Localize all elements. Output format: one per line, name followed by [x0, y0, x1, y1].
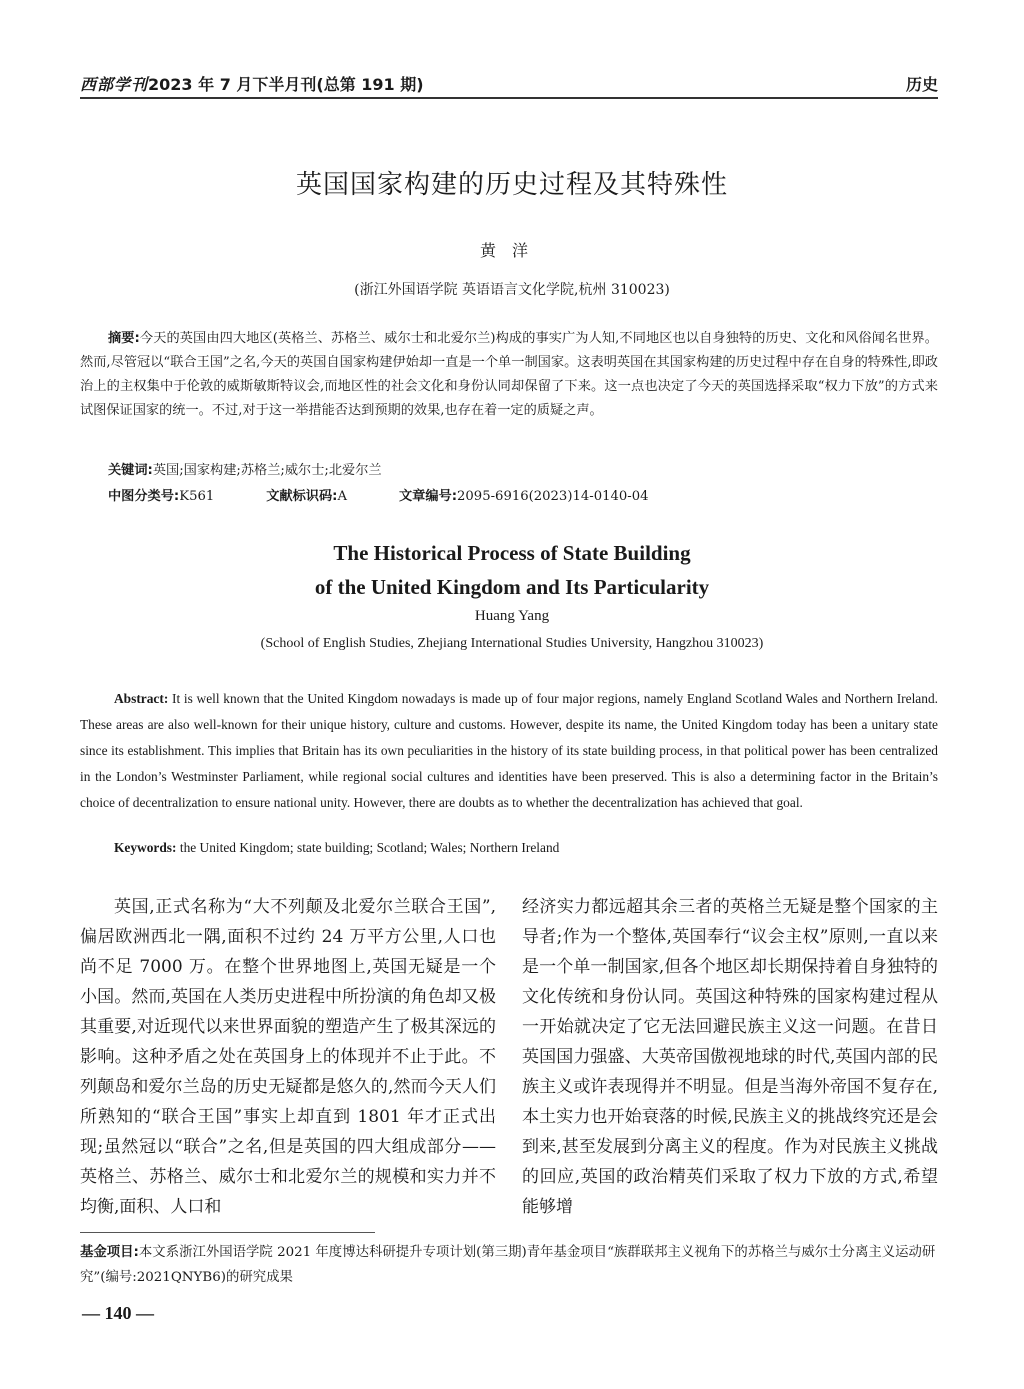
keywords-en: [114, 840, 559, 856]
paper-title-en-line2: of the United Kingdom and Its Particularity: [314, 575, 710, 599]
funding-note: [80, 1240, 942, 1290]
abstract-zh: [80, 327, 938, 423]
paper-title-zh: 英国国家构建的历史过程及其特殊性: [295, 170, 728, 200]
affiliation-en: (School of English Studies, Zhejiang International Studies University, Hangzhou 310023): [260, 636, 764, 651]
abstract-en-text: It is well known that the United Kingdom nowadays is made up of four major regions, namely England Scotland Wales and Northern Ireland. These areas are also well-known for their unique history, culture and customs. However, despite its name, the United Kingdom today has been a unitary state since its establishment. This implies that Britain has its own peculiarities in the history of its state building process, in that political power has been centralized in the London’s Westminster Parliament, while regional social cultures and identities have been preserved. This is also a determining factor in the Britain’s choice of decentralization to ensure national unity. However, there are doubts as to whether the decentralization has achieved that goal.: [80, 691, 938, 810]
author-en: Huang Yang: [474, 608, 550, 624]
author-zh: 黄洋: [479, 241, 544, 260]
clc-label: 中图分类号:: [108, 489, 180, 504]
article-number-value: 2095-6916(2023)14-0140-04: [457, 489, 649, 504]
affiliation-zh: (浙江外国语学院 英语语言文化学院,杭州 310023): [354, 282, 670, 298]
abstract-zh-label: 摘要:: [108, 331, 140, 346]
issue-info: 2023 年 7 月下半月刊(总第 191 期): [148, 75, 424, 94]
keywords-en-label: Keywords:: [114, 840, 177, 855]
body-column-left: 英国,正式名称为“大不列颠及北爱尔兰联合王国”,偏居欧洲西北一隅,面积不过约 24 万平方公里,人口也尚不足 7000 万。在整个世界地图上,英国无疑是一个小国。然而,英国在人类历史进程中所扮演的角色却又极其重要,对近现代以来世界面貌的塑造产生了极其深远的影响。这种矛盾之处在英国身上的体现并不止于此。不列颠岛和爱尔兰岛的历史无疑都是悠久的,然而今天人们所熟知的“联合王国”事实上却直到 1801 年才正式出现;虽然冠以“联合”之名,但是英国的四大组成部分——英格兰、苏格兰、威尔士和北爱尔兰的规模和实力并不均衡,面积、人口和: [80, 897, 496, 1217]
clc-value: K561: [179, 489, 215, 504]
doc-code-label: 文献标识码:: [266, 489, 338, 504]
running-header: [80, 72, 424, 95]
doc-code-value: A: [337, 489, 347, 504]
page-number: — 140 —: [82, 1303, 154, 1323]
funding-text: 本文系浙江外国语学院 2021 年度博达科研提升专项计划(第三期)青年基金项目“族群联邦主义视角下的苏格兰与威尔士分离主义运动研究”(编号:2021QNYB6)的研究成果: [80, 1245, 936, 1285]
section-name: 历史: [905, 75, 938, 94]
keywords-zh: [108, 459, 382, 478]
abstract-en-label: Abstract:: [114, 691, 169, 706]
footnote-rule: [80, 1232, 375, 1233]
classification-line: [108, 485, 649, 504]
keywords-zh-label: 关键词:: [108, 463, 153, 478]
abstract-zh-text: 今天的英国由四大地区(英格兰、苏格兰、威尔士和北爱尔兰)构成的事实广为人知,不同地区也以自身独特的历史、文化和风俗闻名世界。然而,尽管冠以“联合王国”之名,今天的英国自国家构建伊始却一直是一个单一制国家。这表明英国在其国家构建的历史过程中存在自身的特殊性,即政治上的主权集中于伦敦的威斯敏斯特议会,而地区性的社会文化和身份认同却保留了下来。这一点也决定了今天的英国选择采取“权力下放”的方式来试图保证国家的统一。不过,对于这一举措能否达到预期的效果,也存在着一定的质疑之声。: [80, 331, 938, 418]
journal-name: 西部学刊: [80, 75, 149, 94]
keywords-zh-text: 英国;国家构建;苏格兰;威尔士;北爱尔兰: [152, 463, 382, 478]
paper-title-en-line1: The Historical Process of State Building: [333, 541, 691, 565]
paper-title-en: [0, 536, 1024, 604]
article-number-label: 文章编号:: [399, 489, 458, 504]
body-column-right: 经济实力都远超其余三者的英格兰无疑是整个国家的主导者;作为一个整体,英国奉行“议会主权”原则,一直以来是一个单一制国家,但各个地区却长期保持着自身独特的文化传统和身份认同。英国这种特殊的国家构建过程从一开始就决定了它无法回避民族主义这一问题。在昔日英国国力强盛、大英帝国傲视地球的时代,英国内部的民族主义或许表现得并不明显。但是当海外帝国不复存在,本土实力也开始衰落的时候,民族主义的挑战终究还是会到来,甚至发展到分离主义的程度。作为对民族主义挑战的回应,英国的政治精英们采取了权力下放的方式,希望能够增: [522, 897, 938, 1217]
abstract-en: [80, 686, 938, 816]
header-rule: [80, 97, 938, 99]
funding-label: 基金项目:: [80, 1245, 139, 1260]
keywords-en-text: the United Kingdom; state building; Scotland; Wales; Northern Ireland: [179, 840, 560, 855]
